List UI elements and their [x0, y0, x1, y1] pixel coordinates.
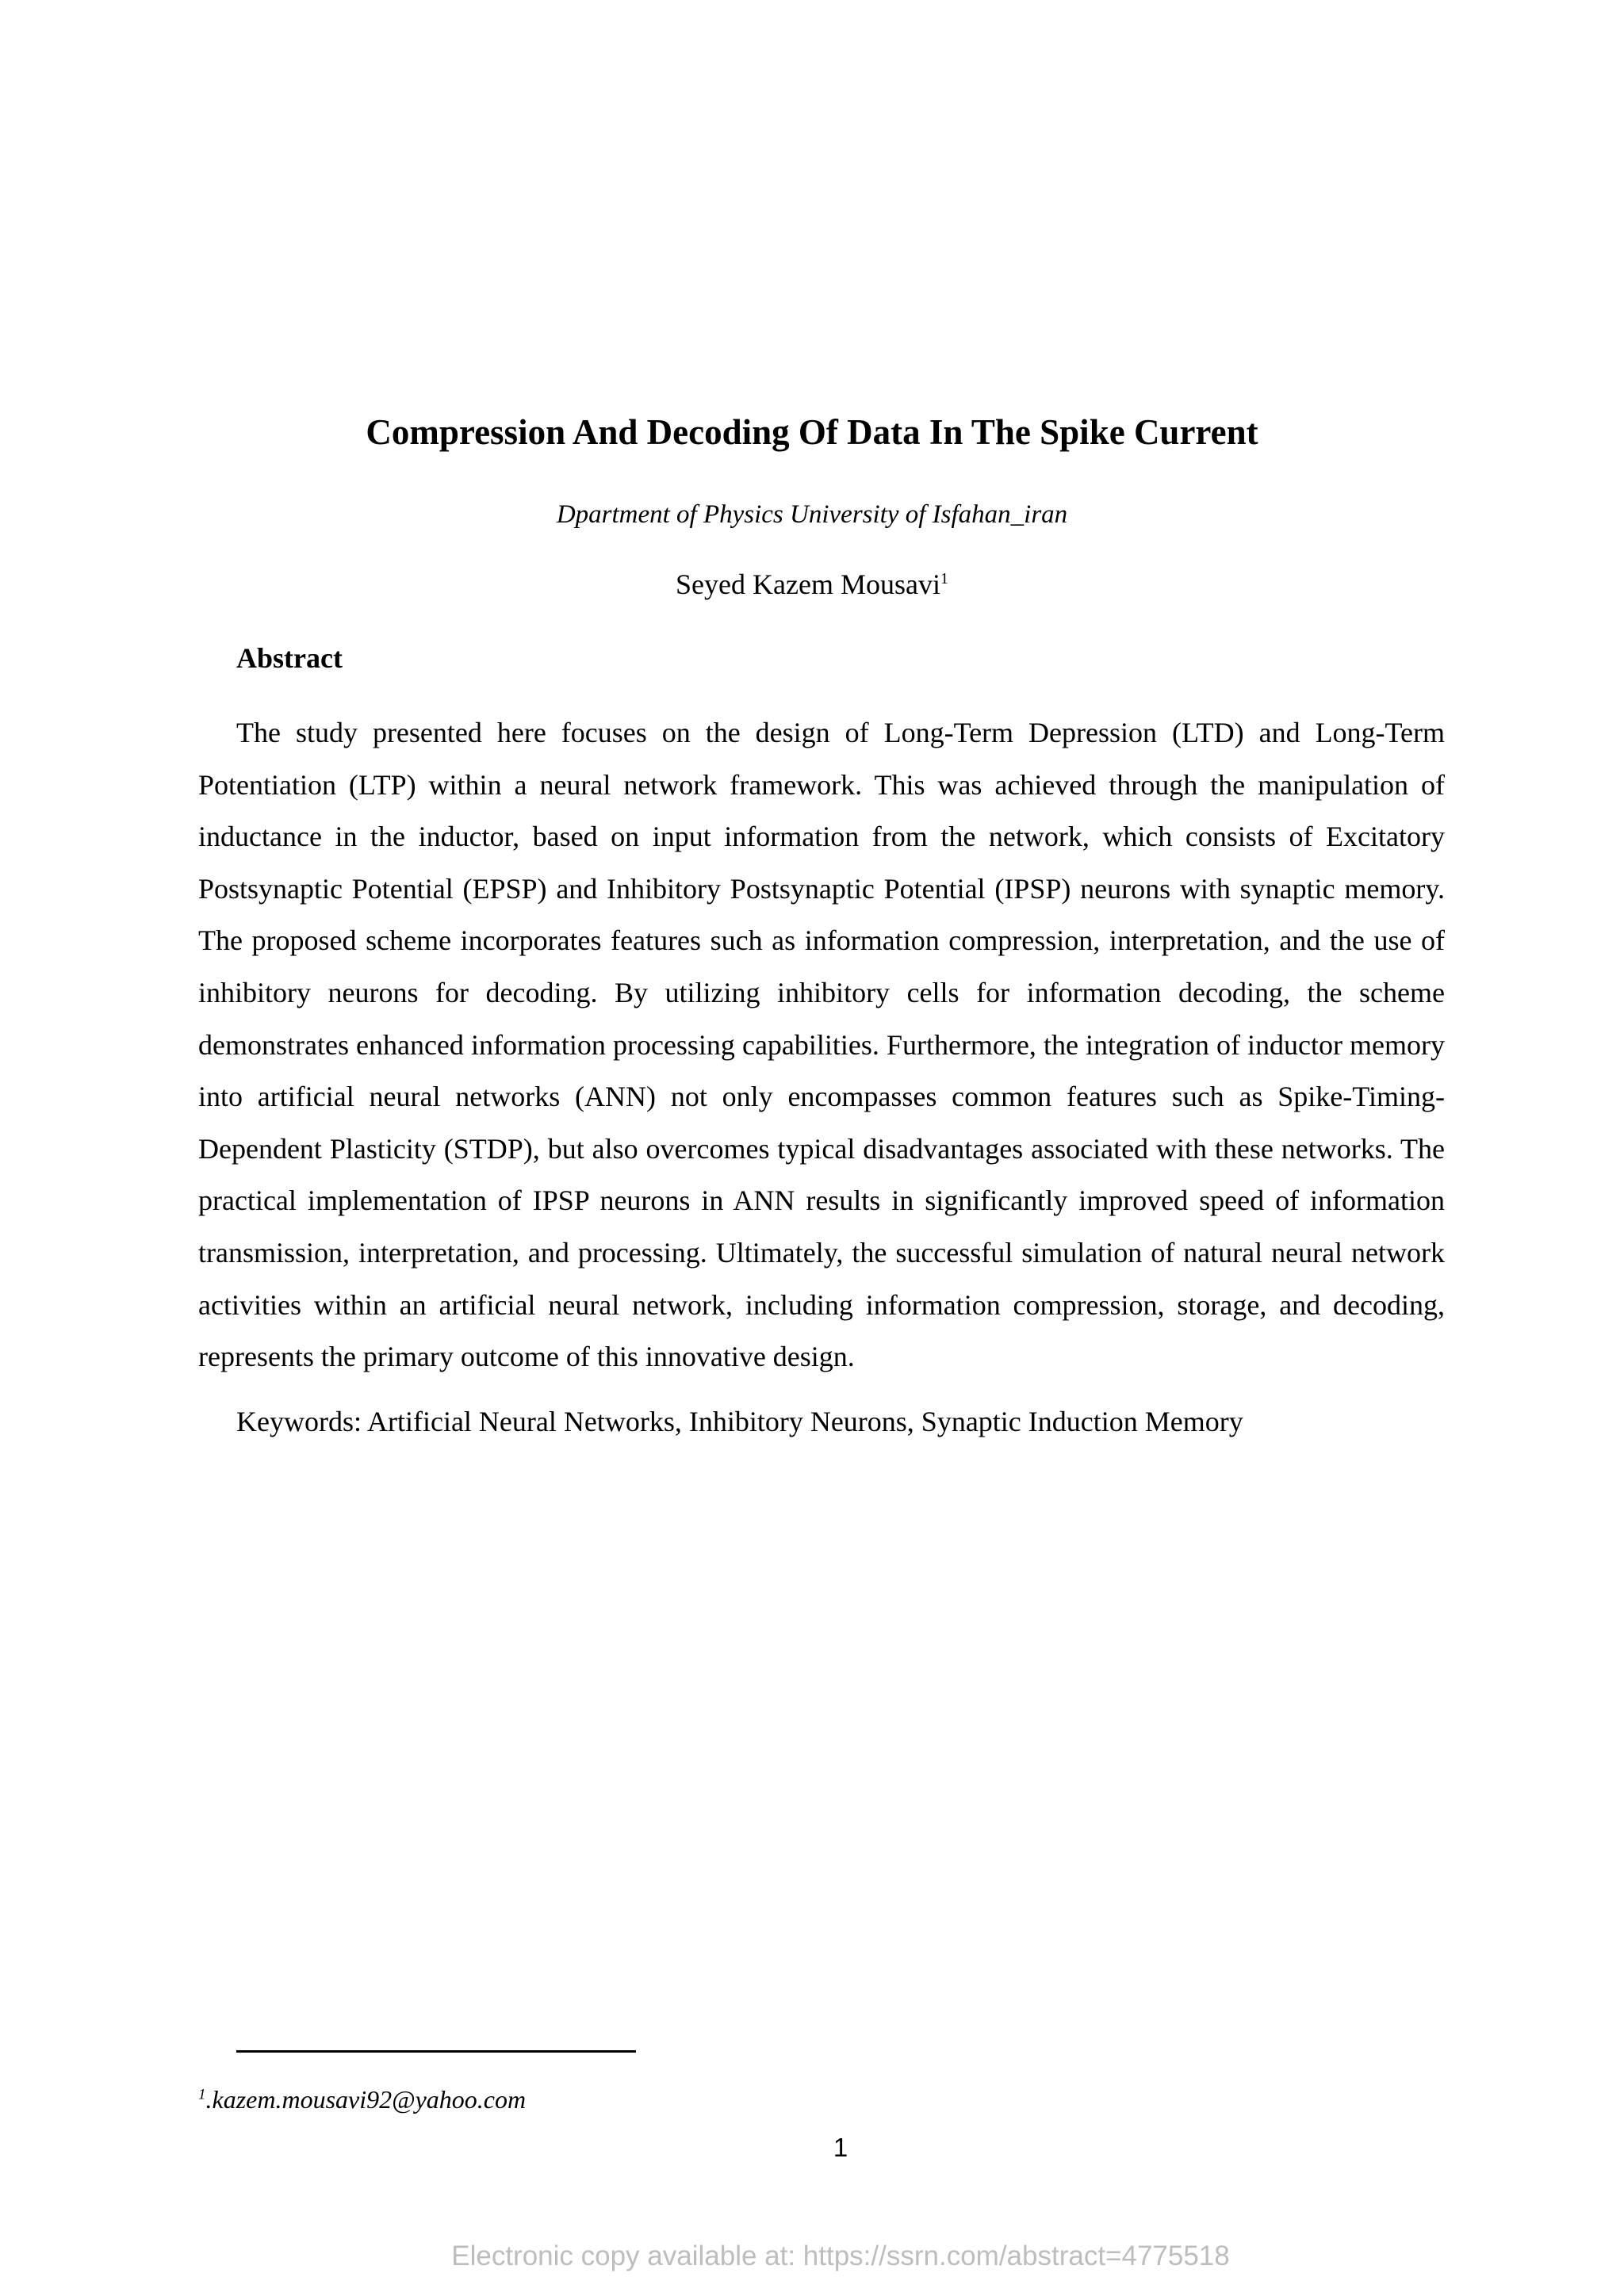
author-affiliation: Dpartment of Physics University of Isfahan_iran	[556, 500, 1068, 529]
footnote-email: .kazem.mousavi92@yahoo.com	[205, 2085, 527, 2114]
paper-title: Compression And Decoding Of Data In The Spike Current	[366, 412, 1258, 452]
ssrn-availability-notice: Electronic copy available at: https://ssrn.com/abstract=4775518	[451, 2241, 1230, 2271]
abstract-heading: Abstract	[236, 642, 343, 674]
keywords-line: Keywords: Artificial Neural Networks, Inhibitory Neurons, Synaptic Induction Memory	[236, 1406, 1243, 1437]
abstract-body: The study presented here focuses on the design of Long-Term Depression (LTD) and Long-Term Potentiation (LTP) within a neural network framework. This was achieved through the manipulation of inductance in the inductor, based on input information from the network, which consists of Excitatory Postsynaptic Potential (EPSP) and Inhibitory Postsynaptic Potential (IPSP) neurons with synaptic memory. The proposed scheme incorporates features such as information compression, interpretation, and the use of inhibitory neurons for decoding. By utilizing inhibitory cells for information decoding, the scheme demonstrates enhanced information processing capabilities. Furthermore, the integration of inductor memory into artificial neural networks (ANN) not only encompasses common features such as Spike-Timing-Dependent Plasticity (STDP), but also overcomes typical disadvantages associated with these networks. The practical implementation of IPSP neurons in ANN results in significantly improved speed of information transmission, interpretation, and processing. Ultimately, the successful simulation of natural neural network activities within an artificial neural network, including information compression, storage, and decoding, represents the primary outcome of this innovative design.	[198, 717, 1445, 1373]
footnote-divider	[236, 2050, 636, 2053]
footnote-mark: 1	[198, 2086, 206, 2103]
author-name: Seyed Kazem Mousavi	[676, 568, 940, 600]
footnote	[198, 2082, 526, 2117]
author-line	[0, 565, 1624, 603]
page-number: 1	[833, 2133, 848, 2162]
author-footnote-mark: 1	[940, 570, 948, 587]
